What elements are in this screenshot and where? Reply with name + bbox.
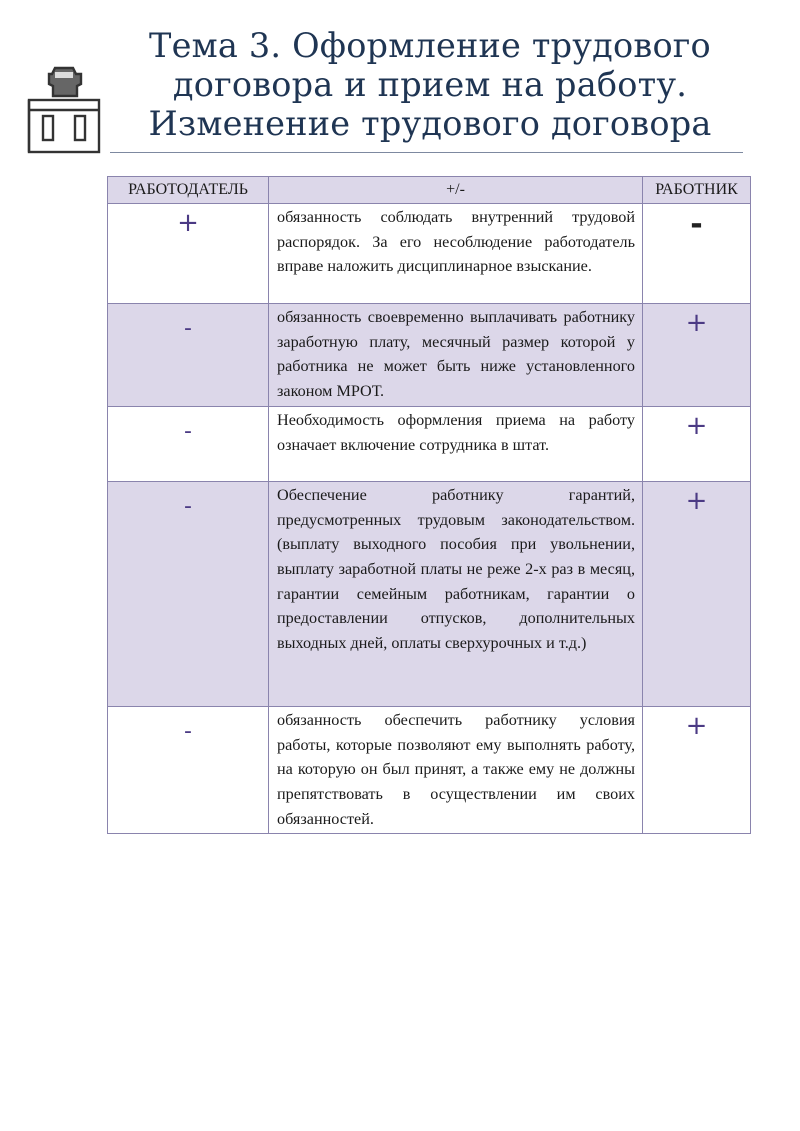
worker-sign: + xyxy=(643,706,751,834)
table-row xyxy=(108,481,751,706)
table-header-row xyxy=(108,177,751,204)
employer-sign: - xyxy=(108,481,269,706)
worker-sign: + xyxy=(643,406,751,481)
obligation-text: Необходимость оформления приема на работу означает включение сотрудника в штат. xyxy=(269,406,643,481)
obligation-text: Обеспечение работнику гарантий, предусмотренных трудовым законодательством. (выплату выходного пособия при увольнении, выплату заработной платы не реже 2-х раз в месяц, гарантии семейным работникам, гарантии о предоставлении отпусков, дополнительных выходных дней, оплаты сверхурочных и т.д.) xyxy=(269,481,643,706)
header-middle: +/- xyxy=(269,177,643,204)
worker-sign: + xyxy=(643,304,751,407)
table-row xyxy=(108,304,751,407)
page-title xyxy=(110,26,750,143)
title-line-2: договора и прием на работу. xyxy=(172,65,688,104)
obligation-text: обязанность соблюдать внутренний трудовой распорядок. За его несоблюдение работодатель вправе наложить дисциплинарное взыскание. xyxy=(269,204,643,304)
obligation-text: обязанность обеспечить работнику условия работы, которые позволяют ему выполнять работу, на которую он был принят, а также ему не должны препятствовать в осуществлении им своих обязанностей. xyxy=(269,706,643,834)
employer-sign: + xyxy=(108,204,269,304)
header-employer: РАБОТОДАТЕЛЬ xyxy=(108,177,269,204)
worker-sign: + xyxy=(643,481,751,706)
table-row xyxy=(108,204,751,304)
obligation-text: обязанность своевременно выплачивать работнику заработную плату, месячный размер которой у работника не может быть ниже установленного законом МРОТ. xyxy=(269,304,643,407)
obligations-table xyxy=(107,176,751,834)
title-divider xyxy=(110,152,743,153)
employer-sign: - xyxy=(108,406,269,481)
title-line-3: Изменение трудового договора xyxy=(148,104,712,143)
employer-sign: - xyxy=(108,304,269,407)
header-worker: РАБОТНИК xyxy=(643,177,751,204)
title-line-1: Тема 3. Оформление трудового xyxy=(149,26,711,65)
briefcase-icon xyxy=(27,64,101,154)
employer-sign: - xyxy=(108,706,269,834)
worker-sign: - xyxy=(643,204,751,304)
table-row xyxy=(108,706,751,834)
table-row xyxy=(108,406,751,481)
